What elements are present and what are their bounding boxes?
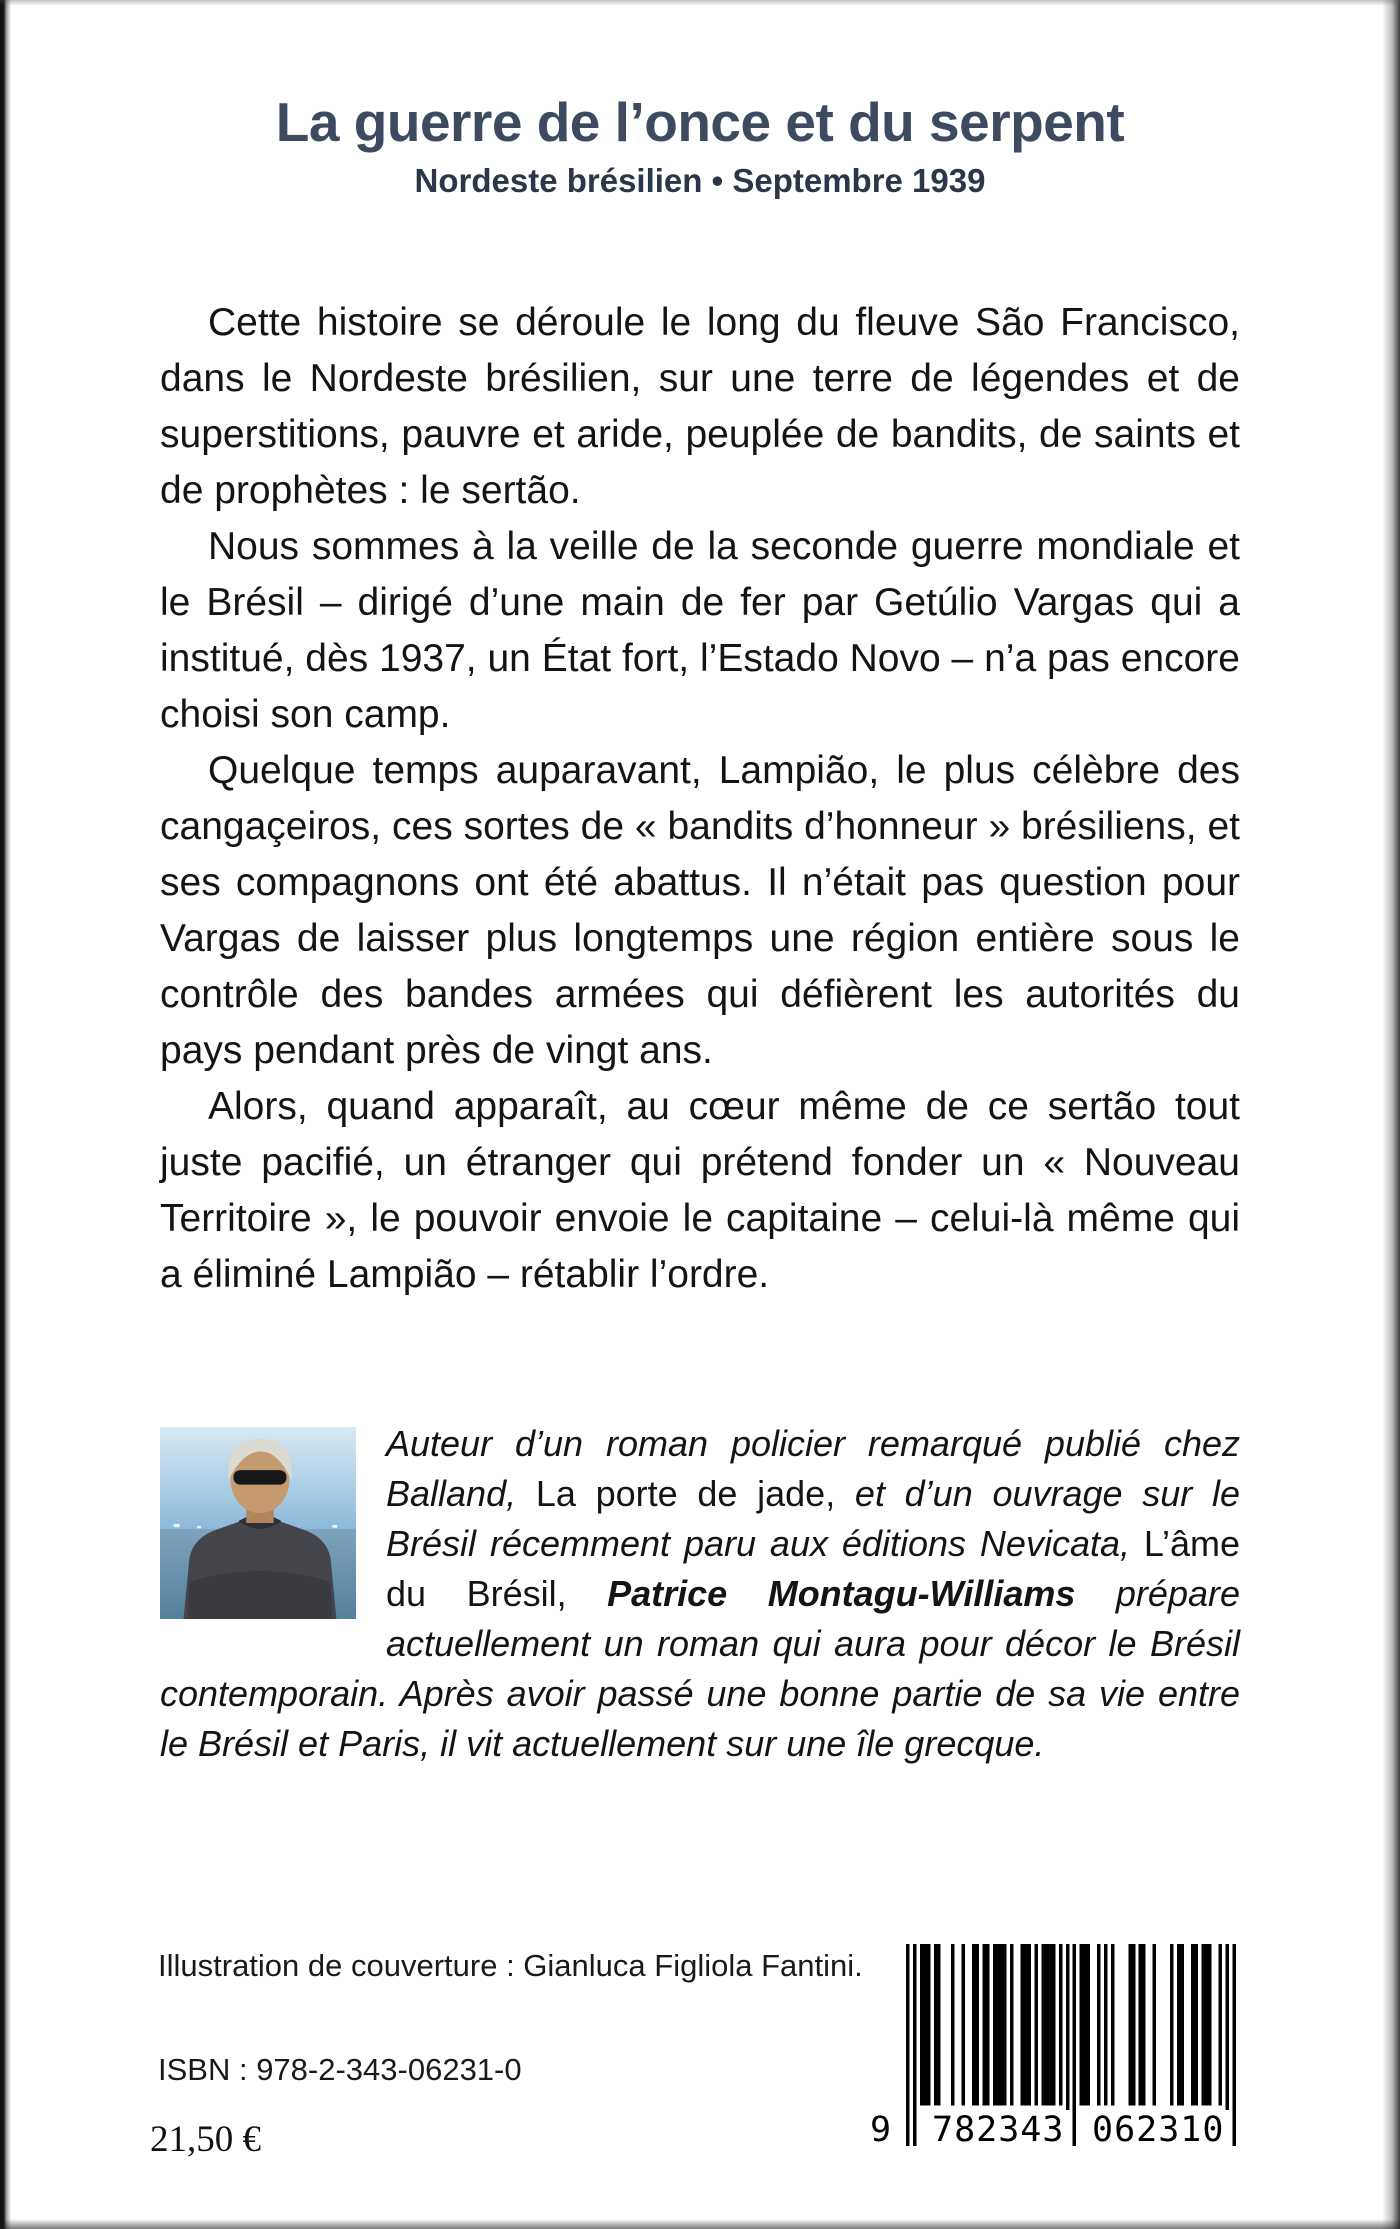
barcode-digit-group: 062310 xyxy=(1086,2110,1230,2150)
book-subtitle: Nordeste brésilien • Septembre 1939 xyxy=(414,161,986,199)
price: 21,50 € xyxy=(150,2119,261,2160)
author-photo xyxy=(160,1427,356,1619)
page-edge-right xyxy=(1382,0,1400,2229)
header xyxy=(0,0,1400,199)
synopsis-paragraph: Alors, quand apparaît, au cœur même de ce sertão tout juste pacifié, un étranger qui prétend fonder un « Nouveau Territoire », le pouvoir envoie le capitaine – celui-là même qui a éliminé Lampião – rétablir l’ordre. xyxy=(160,1084,1240,1296)
barcode xyxy=(870,1944,1238,2150)
barcode-digit-group: 782343 xyxy=(926,2110,1070,2150)
illustration-credit: Illustration de couverture : Gianluca Figliola Fantini. xyxy=(158,1948,863,1983)
author-photo-illustration xyxy=(160,1427,356,1619)
synopsis-paragraph: Quelque temps auparavant, Lampião, le plus célèbre des cangaçeiros, ces sortes de « bandits d’honneur » brésiliens, et ses compagnons ont été abattus. Il n’était pas question pour Vargas de laisser plus longtemps une région entière sous le contrôle des bandes armées qui défièrent les autorités du pays pendant près de vingt ans. xyxy=(160,748,1240,1072)
book-title: La guerre de l’once et du serpent xyxy=(275,91,1125,153)
page-edge-bottom xyxy=(0,2219,1400,2229)
bio-rest: prépare actuellement un roman qui aura pour décor le Brésil contemporain. Après avoir passé une bonne partie de sa vie entre le Brésil et Paris, il vit actuellement sur une île grecque. xyxy=(160,1572,1240,1764)
bio-middle: et d’un ouvrage sur le Brésil récemment paru aux éditions Nevicata, xyxy=(386,1472,1241,1564)
book-title-la-porte-de-jade: La porte de jade, xyxy=(535,1472,855,1514)
author-bio-section xyxy=(160,1419,1240,1769)
synopsis xyxy=(160,295,1240,1303)
synopsis-paragraph: Cette histoire se déroule le long du fleuve São Francisco, dans le Nordeste brésilien, sur une terre de légendes et de superstitions, pauvre et aride, peuplée de bandits, de saints et de prophètes : le sertão. xyxy=(160,300,1240,512)
page-edge-left xyxy=(0,0,11,2229)
barcode-digit-group: 9 xyxy=(870,2110,893,2150)
book-title-lame-du-bresil: L’âme du Brésil, xyxy=(386,1522,1240,1614)
synopsis-paragraph: Nous sommes à la veille de la seconde guerre mondiale et le Brésil – dirigé d’une main de fer par Getúlio Vargas qui a institué, dès 1937, un État fort, l’Estado Novo – n’a pas encore choisi son camp. xyxy=(160,524,1240,736)
page-edge-top xyxy=(0,0,1400,6)
author-name: Patrice Montagu-Williams xyxy=(607,1572,1116,1614)
bio-intro: Auteur d’un roman policier remarqué publié chez Balland, xyxy=(386,1422,1240,1514)
isbn: ISBN : 978-2-343-06231-0 xyxy=(158,2052,522,2087)
